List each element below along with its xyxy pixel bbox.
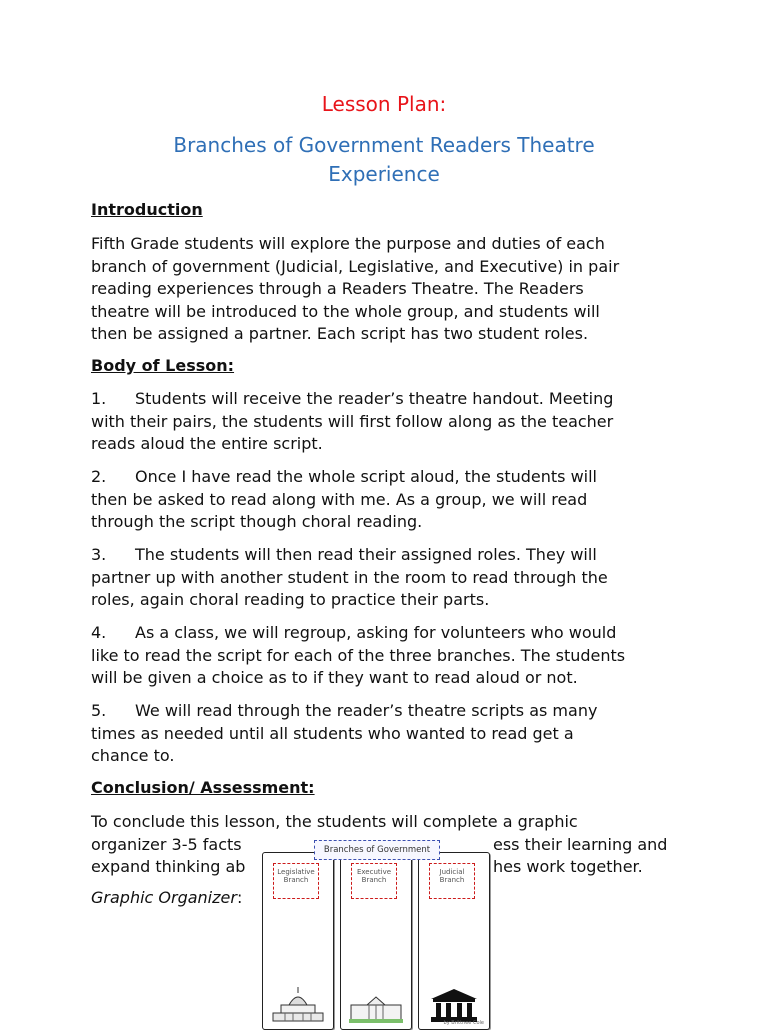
step-line: roles, again choral reading to practice their parts.	[91, 590, 490, 609]
graphic-organizer-image	[262, 840, 488, 1024]
introduction-heading: Introduction	[91, 200, 203, 219]
step-line: reads aloud the entire script.	[91, 434, 323, 453]
step-number: 3.	[91, 545, 107, 564]
organizer-banner: Branches of Government	[314, 840, 440, 860]
step-line: chance to.	[91, 746, 175, 765]
capitol-building-icon	[271, 985, 325, 1023]
step-line: times as needed until all students who wanted to read get a	[91, 723, 574, 743]
conclusion-heading: Conclusion/ Assessment:	[91, 778, 315, 797]
lesson-step-4	[91, 622, 691, 690]
step-number: 4.	[91, 623, 107, 642]
lesson-step-3	[91, 544, 691, 612]
executive-panel	[340, 852, 412, 1030]
conclusion-fragment: expand thinking ab	[91, 857, 246, 876]
intro-line: Fifth Grade students will explore the purpose and duties of each	[91, 234, 605, 253]
lesson-step-1	[91, 388, 691, 456]
lesson-step-2	[91, 466, 691, 534]
graphic-organizer-label: Graphic Organizer:	[91, 888, 243, 907]
step-number: 5.	[91, 701, 107, 720]
step-line: will be given a choice as to if they want to read aloud or not.	[91, 668, 578, 687]
step-line: through the script though choral reading.	[91, 512, 423, 531]
body-heading: Body of Lesson:	[91, 356, 235, 375]
panel-title: Judicial Branch	[429, 863, 475, 899]
conclusion-fragment: hes work together.	[493, 857, 643, 876]
step-line: partner up with another student in the room to read through the	[91, 567, 608, 587]
step-line: like to read the script for each of the three branches. The students	[91, 645, 626, 665]
intro-line: then be assigned a partner. Each script has two student roles.	[91, 324, 589, 343]
step-line: with their pairs, the students will first follow along as the teacher	[91, 411, 614, 431]
step-line: then be asked to read along with me. As a group, we will read	[91, 489, 588, 509]
judicial-panel	[418, 852, 490, 1030]
step-line: We will read through the reader’s theatre scripts as many	[135, 701, 598, 720]
step-number: 1.	[91, 389, 107, 408]
subtitle-line-1: Branches of Government Readers Theatre	[173, 133, 595, 157]
intro-line: theatre will be introduced to the whole group, and students will	[91, 301, 600, 321]
step-line: Once I have read the whole script aloud, the students will	[135, 467, 597, 486]
subtitle-line-2: Experience	[328, 162, 440, 186]
conclusion-line: To conclude this lesson, the students will complete a graphic	[91, 812, 578, 831]
lesson-step-5	[91, 700, 691, 768]
page-subtitle	[104, 131, 664, 189]
panel-title: Legislative Branch	[273, 863, 319, 899]
legislative-panel	[262, 852, 334, 1030]
panel-title: Executive Branch	[351, 863, 397, 899]
conclusion-fragment: ess their learning and	[493, 834, 668, 854]
step-line: The students will then read their assigned roles. They will	[135, 545, 597, 564]
step-number: 2.	[91, 467, 107, 486]
step-line: Students will receive the reader’s theatre handout. Meeting	[135, 389, 614, 408]
page-title: Lesson Plan:	[321, 92, 447, 116]
intro-line: branch of government (Judicial, Legislative, and Executive) in pair	[91, 256, 620, 276]
conclusion-fragment: organizer 3-5 facts	[91, 834, 242, 854]
organizer-credit: by Brittnee Cole	[443, 1020, 484, 1026]
step-line: As a class, we will regroup, asking for volunteers who would	[135, 623, 617, 642]
courthouse-icon	[427, 987, 481, 1023]
introduction-paragraph	[91, 233, 691, 346]
white-house-icon	[349, 993, 403, 1023]
intro-line: reading experiences through a Readers Theatre. The Readers	[91, 279, 584, 298]
